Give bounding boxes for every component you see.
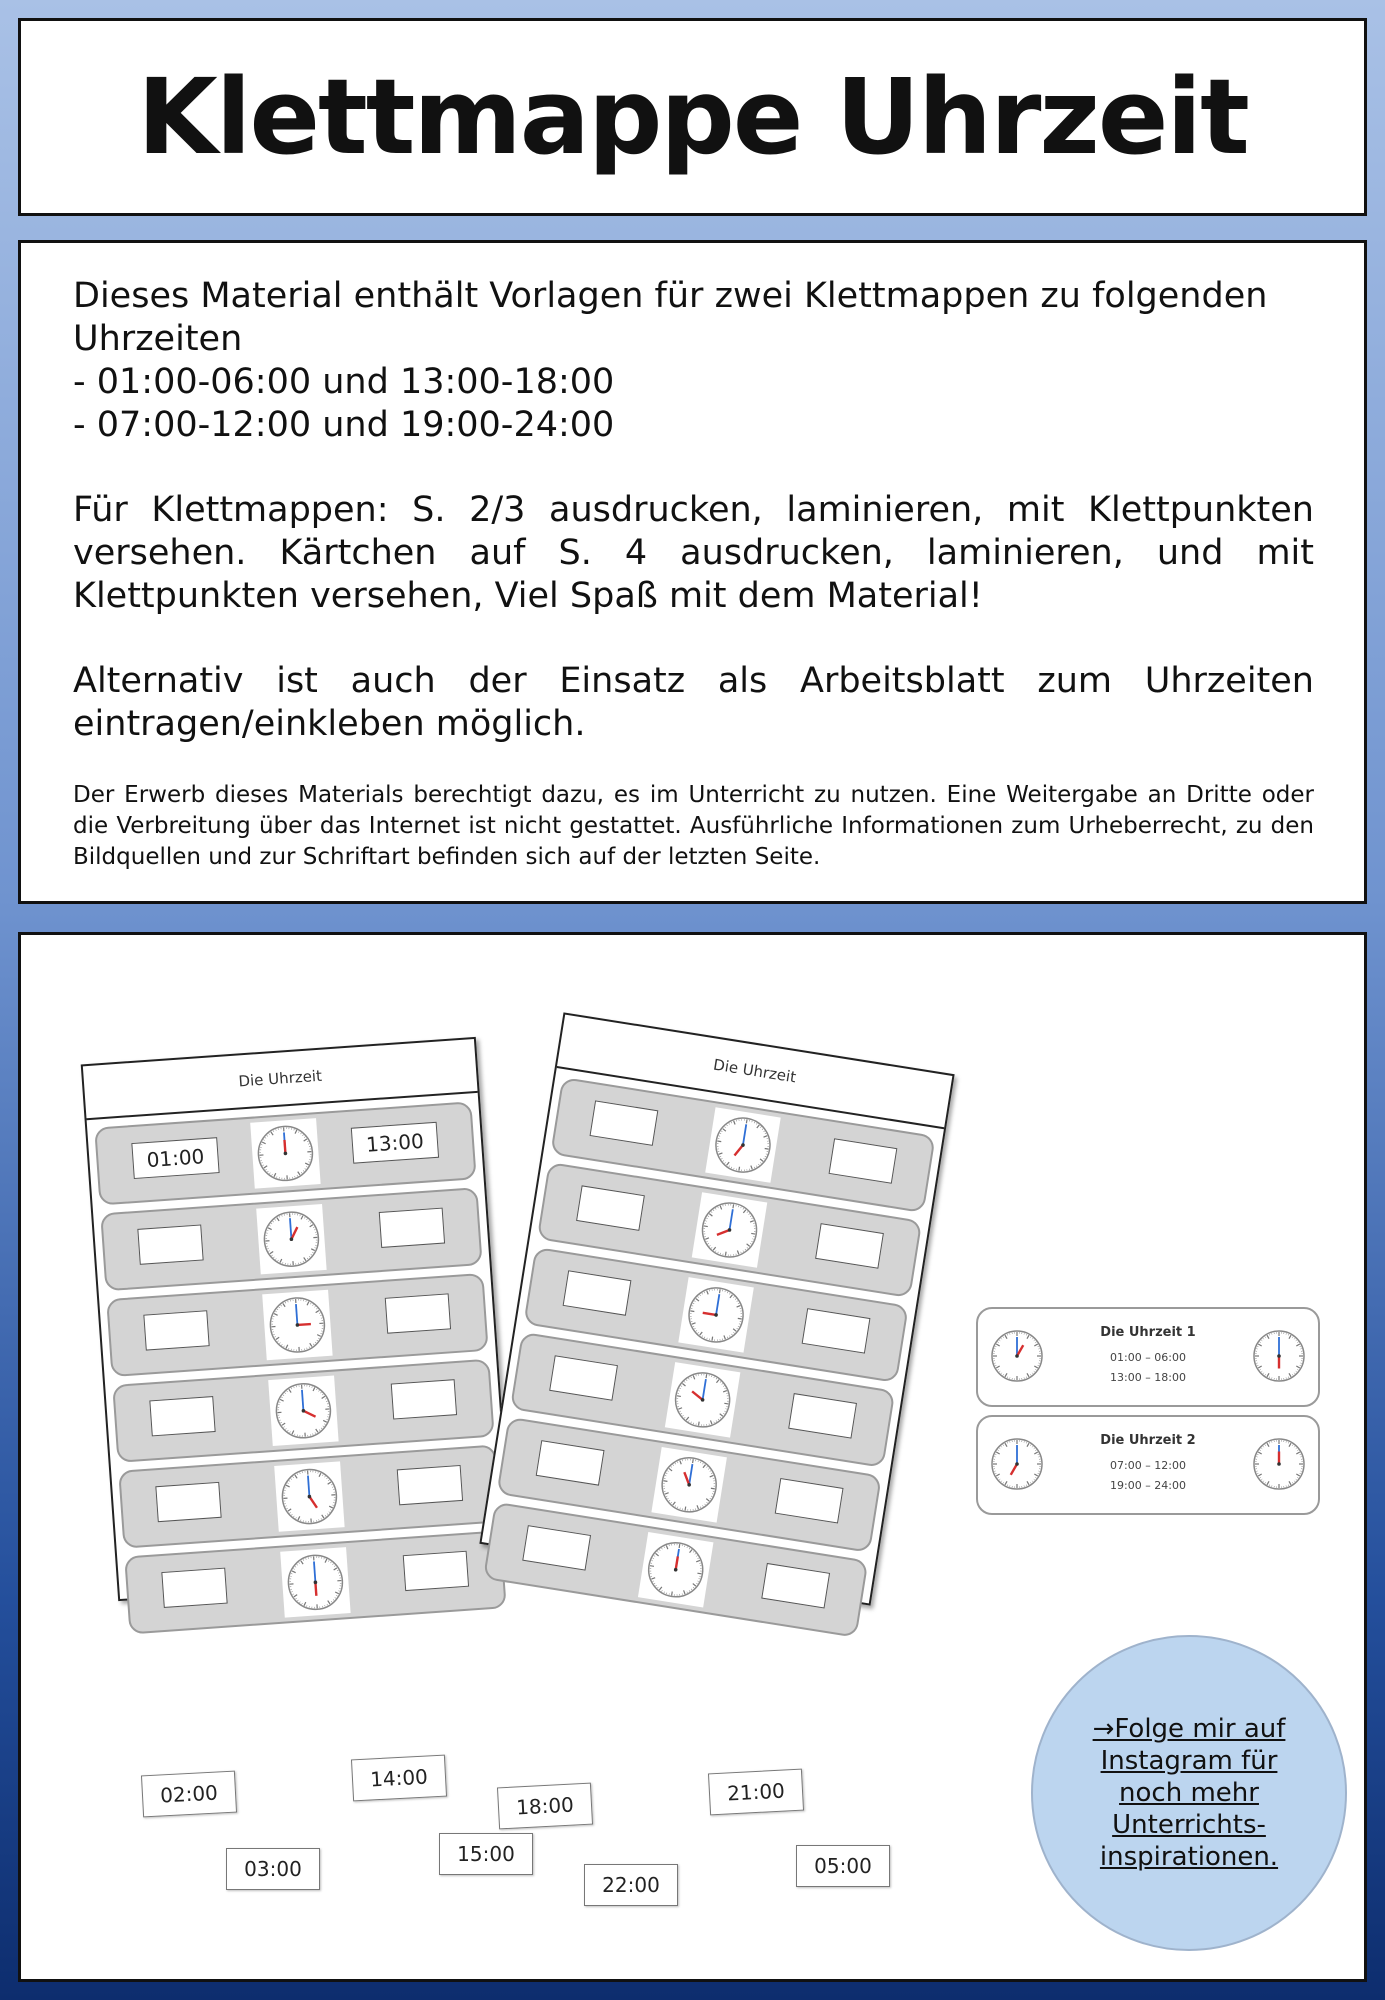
worksheet-row	[124, 1530, 507, 1634]
info-box	[18, 240, 1367, 904]
clock-card	[262, 1290, 332, 1360]
clock-icon	[284, 1551, 346, 1613]
worksheet-2-header: Die Uhrzeit	[557, 1015, 953, 1130]
clock-card	[665, 1362, 741, 1438]
clock-icon	[260, 1208, 322, 1270]
clock-card	[692, 1192, 768, 1268]
time-slot-right	[829, 1138, 898, 1184]
time-card: 22:00	[584, 1864, 678, 1906]
clock-card	[274, 1461, 344, 1531]
worksheet-row	[94, 1101, 477, 1205]
cover-card-1	[976, 1307, 1320, 1407]
clock-icon	[669, 1367, 735, 1433]
clock-card	[280, 1547, 350, 1617]
clock-card	[268, 1376, 338, 1446]
time-slot-right	[788, 1393, 857, 1439]
time-card: 05:00	[796, 1845, 890, 1887]
clock-card	[638, 1532, 714, 1608]
intro-line-1: Dieses Material enthält Vorlagen für zwei Klettmappen zu folgenden	[73, 276, 1268, 316]
time-card: 03:00	[226, 1848, 320, 1890]
time-slot-right	[403, 1551, 469, 1591]
cover-card-range-2: 13:00 – 18:00	[1110, 1371, 1186, 1384]
time-card: 02:00	[141, 1771, 237, 1818]
worksheet-1	[81, 1037, 514, 1601]
time-slot-right	[802, 1308, 871, 1354]
clock-icon	[643, 1537, 709, 1603]
clock-icon	[254, 1122, 316, 1184]
time-slot-left	[161, 1568, 227, 1608]
clock-icon	[696, 1197, 762, 1263]
clock-icon	[656, 1452, 722, 1518]
time-slot-left	[143, 1310, 209, 1350]
time-slot-left	[590, 1100, 659, 1146]
time-slot-left	[549, 1355, 618, 1401]
clock-card	[256, 1204, 326, 1274]
legal-notice: Der Erwerb dieses Materials berechtigt dazu, es im Unterricht zu nutzen. Eine Weitergabe an Dritte oder die Verbreitung über das Internet ist nicht gestattet. Ausführliche Informationen zum Urheberrecht, zu den Bildquellen und zur Schriftart befinden sich auf der letzten Seite.	[73, 782, 1314, 870]
time-slot-left	[522, 1525, 591, 1571]
time-range-2: - 07:00-12:00 und 19:00-24:00	[73, 405, 615, 445]
instagram-link[interactable]: →Folge mir auf Instagram für noch mehr Unterrichts-inspirationen.	[1092, 1714, 1286, 1872]
time-slot-right	[397, 1465, 463, 1505]
time-card: 15:00	[439, 1833, 533, 1875]
worksheet-row	[100, 1187, 483, 1291]
clock-icon	[710, 1112, 776, 1178]
time-slot-left	[576, 1185, 645, 1231]
cover-card-range-1: 07:00 – 12:00	[1110, 1459, 1186, 1472]
time-slot-right: 13:00	[351, 1122, 439, 1164]
time-slot-right	[379, 1208, 445, 1248]
time-slot-left	[155, 1482, 221, 1522]
worksheet-row	[118, 1444, 501, 1548]
clock-icon	[272, 1380, 334, 1442]
cover-card-title: Die Uhrzeit 1	[1100, 1325, 1196, 1340]
title-box	[18, 18, 1367, 216]
instagram-link-bubble[interactable]	[1031, 1635, 1347, 1951]
clock-icon	[278, 1466, 340, 1528]
clock-icon	[683, 1282, 749, 1348]
alternative-text: Alternativ ist auch der Einsatz als Arbeitsblatt zum Uhrzeiten eintragen/einkleben möglich.	[73, 661, 1314, 744]
time-slot-left: 01:00	[131, 1137, 219, 1179]
preview-box	[18, 932, 1367, 1982]
time-slot-right	[775, 1478, 844, 1524]
clock-icon	[1252, 1437, 1306, 1491]
time-slot-left	[137, 1224, 203, 1264]
intro-line-2: Uhrzeiten	[73, 319, 243, 359]
time-slot-right	[815, 1223, 884, 1269]
time-card: 14:00	[351, 1755, 447, 1802]
time-range-list	[73, 361, 1314, 447]
instructions-text: Für Klettmappen: S. 2/3 ausdrucken, laminieren, mit Klettpunkten versehen. Kärtchen auf S. 4 ausdrucken, laminieren, und mit Klettpunkten versehen, Viel Spaß mit dem Material!	[73, 490, 1314, 616]
time-slot-right	[385, 1293, 451, 1333]
clock-card	[250, 1118, 320, 1188]
time-range-1: - 01:00-06:00 und 13:00-18:00	[73, 362, 615, 402]
time-slot-left	[563, 1270, 632, 1316]
cover-card-title: Die Uhrzeit 2	[1100, 1433, 1196, 1448]
time-card: 18:00	[497, 1783, 593, 1830]
time-slot-right	[391, 1379, 457, 1419]
worksheet-row	[106, 1273, 489, 1377]
clock-card	[651, 1447, 727, 1523]
time-slot-left	[149, 1396, 215, 1436]
time-slot-right	[761, 1563, 830, 1609]
cover-card-2	[976, 1415, 1320, 1515]
time-slot-left	[536, 1440, 605, 1486]
worksheet-2	[479, 1012, 954, 1605]
clock-icon	[266, 1294, 328, 1356]
cover-card-range-2: 19:00 – 24:00	[1110, 1479, 1186, 1492]
clock-card	[705, 1107, 781, 1183]
cover-card-range-1: 01:00 – 06:00	[1110, 1351, 1186, 1364]
clock-card	[678, 1277, 754, 1353]
worksheet-1-header: Die Uhrzeit	[83, 1039, 478, 1120]
clock-icon	[1252, 1329, 1306, 1383]
page-title: Klettmappe Uhrzeit	[137, 56, 1248, 178]
worksheet-row	[112, 1359, 495, 1463]
time-card: 21:00	[708, 1769, 804, 1816]
intro-text	[73, 275, 1314, 361]
